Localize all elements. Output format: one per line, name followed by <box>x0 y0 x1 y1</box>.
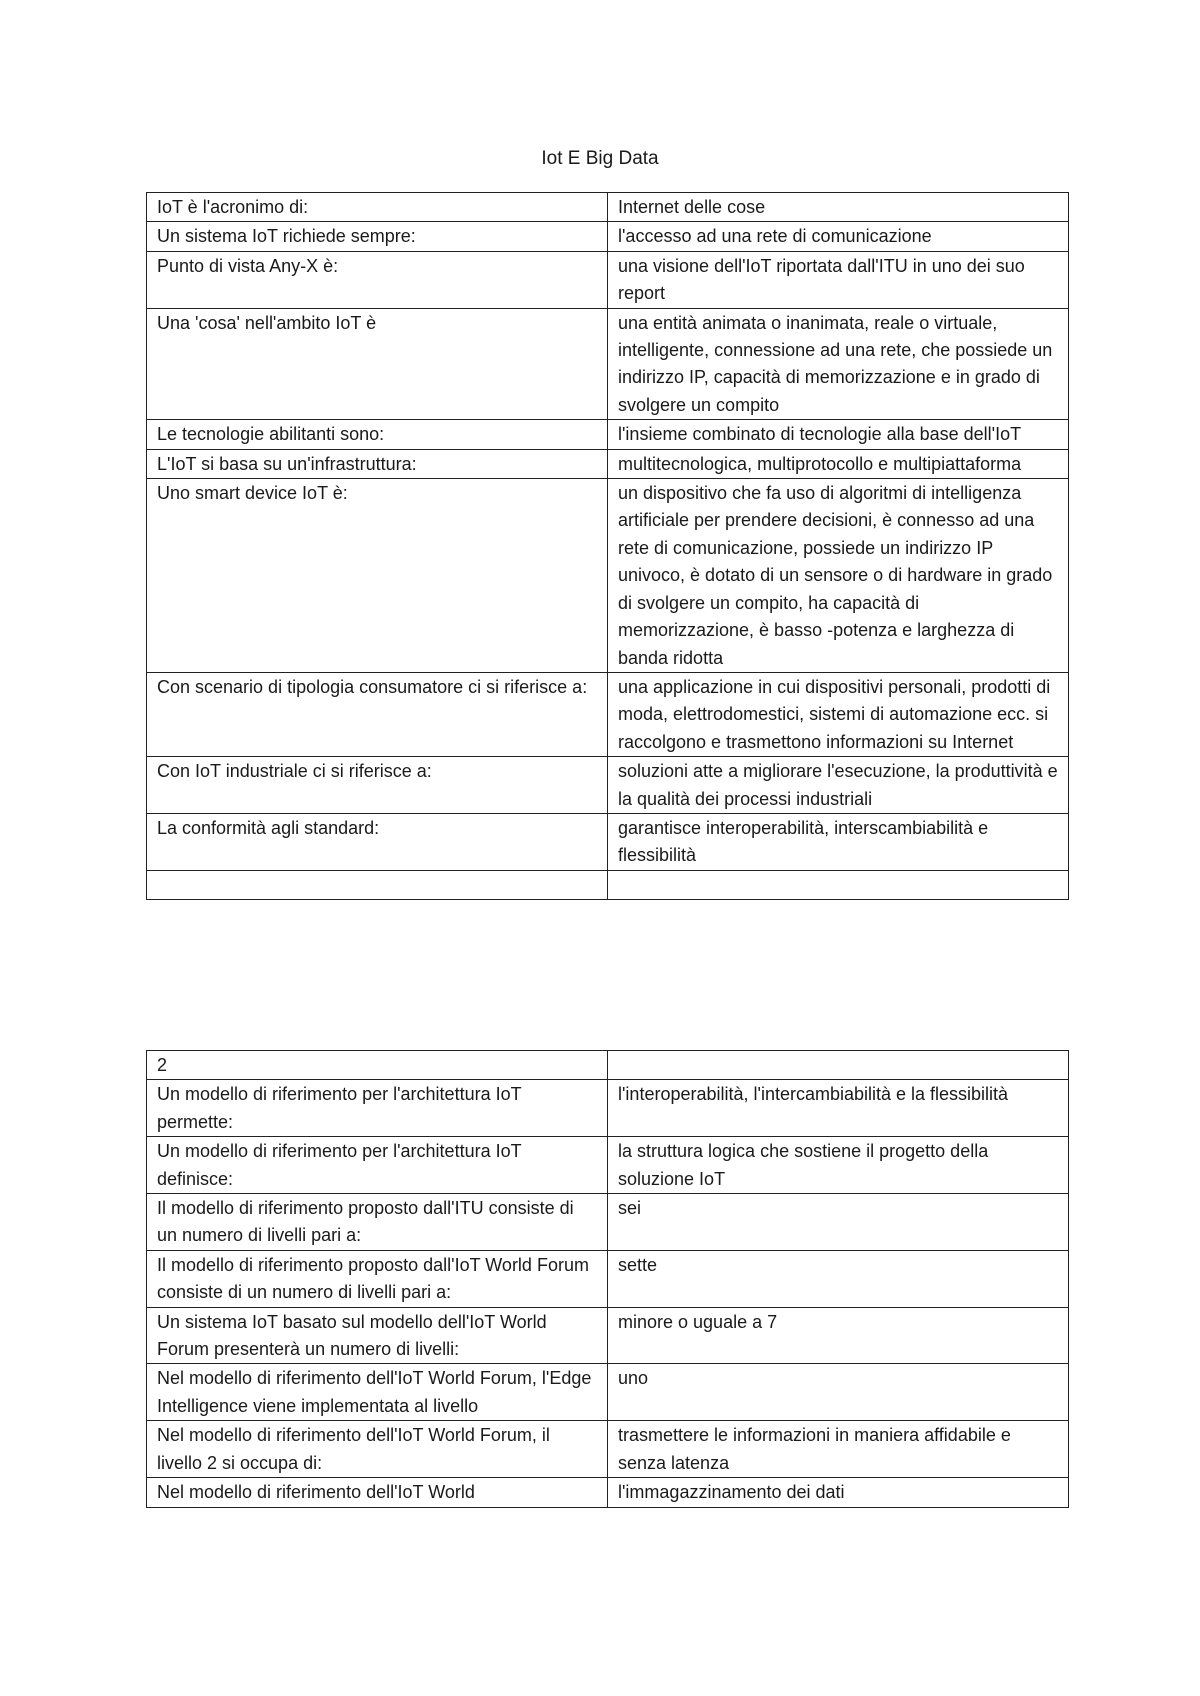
answer-cell: multitecnologica, multiprotocollo e multipiattaforma <box>608 449 1069 478</box>
table-header-row <box>147 1051 1069 1080</box>
question-cell: IoT è l'acronimo di: <box>147 193 608 222</box>
table-row <box>147 672 1069 756</box>
table-row <box>147 1307 1069 1364</box>
answer-cell: sei <box>608 1194 1069 1251</box>
question-cell: La conformità agli standard: <box>147 813 608 870</box>
question-cell: Il modello di riferimento proposto dall'IoT World Forum consiste di un numero di livelli pari a: <box>147 1250 608 1307</box>
answer-cell: sette <box>608 1250 1069 1307</box>
table-row <box>147 1080 1069 1137</box>
answer-cell: una visione dell'IoT riportata dall'ITU in uno dei suo report <box>608 251 1069 308</box>
question-cell: Le tecnologie abilitanti sono: <box>147 420 608 449</box>
question-cell: Un modello di riferimento per l'architettura IoT permette: <box>147 1080 608 1137</box>
answer-cell: una entità animata o inanimata, reale o virtuale, intelligente, connessione ad una rete, che possiede un indirizzo IP, capacità di memorizzazione e in grado di svolgere un compito <box>608 308 1069 420</box>
table-row <box>147 449 1069 478</box>
answer-cell: una applicazione in cui dispositivi personali, prodotti di moda, elettrodomestici, sistemi di automazione ecc. si raccolgono e trasmettono informazioni su Internet <box>608 672 1069 756</box>
question-cell: Nel modello di riferimento dell'IoT World Forum, l'Edge Intelligence viene implementata al livello <box>147 1364 608 1421</box>
answer-cell: uno <box>608 1364 1069 1421</box>
qa-table-1 <box>146 192 1069 900</box>
question-cell: Con scenario di tipologia consumatore ci si riferisce a: <box>147 672 608 756</box>
table-row <box>147 308 1069 420</box>
table-row <box>147 222 1069 251</box>
table-row <box>147 1478 1069 1507</box>
empty-cell <box>608 1051 1069 1080</box>
table-row <box>147 1194 1069 1251</box>
question-cell: Nel modello di riferimento dell'IoT World <box>147 1478 608 1507</box>
table-row <box>147 251 1069 308</box>
question-cell: Un sistema IoT richiede sempre: <box>147 222 608 251</box>
empty-table-row <box>147 870 1069 899</box>
answer-cell: un dispositivo che fa uso di algoritmi di intelligenza artificiale per prendere decisioni, è connesso ad una rete di comunicazione, possiede un indirizzo IP univoco, è dotato di un sensore o di hardware in grado di svolgere un compito, ha capacità di memorizzazione, è basso -potenza e larghezza di banda ridotta <box>608 479 1069 673</box>
question-cell: Un sistema IoT basato sul modello dell'IoT World Forum presenterà un numero di livelli: <box>147 1307 608 1364</box>
document-title: Iot E Big Data <box>541 148 659 169</box>
answer-cell: l'accesso ad una rete di comunicazione <box>608 222 1069 251</box>
table-row <box>147 1421 1069 1478</box>
answer-cell: trasmettere le informazioni in maniera affidabile e senza latenza <box>608 1421 1069 1478</box>
question-cell: Un modello di riferimento per l'architettura IoT definisce: <box>147 1137 608 1194</box>
qa-table-2 <box>146 1050 1069 1508</box>
table-row <box>147 420 1069 449</box>
table-row <box>147 479 1069 673</box>
question-cell: Il modello di riferimento proposto dall'ITU consiste di un numero di livelli pari a: <box>147 1194 608 1251</box>
answer-cell: Internet delle cose <box>608 193 1069 222</box>
question-cell: Uno smart device IoT è: <box>147 479 608 673</box>
answer-cell: la struttura logica che sostiene il progetto della soluzione IoT <box>608 1137 1069 1194</box>
answer-cell: l'immagazzinamento dei dati <box>608 1478 1069 1507</box>
question-cell: Punto di vista Any-X è: <box>147 251 608 308</box>
question-cell: Una 'cosa' nell'ambito IoT è <box>147 308 608 420</box>
empty-cell <box>608 870 1069 899</box>
section-number-cell: 2 <box>147 1051 608 1080</box>
table-row <box>147 1364 1069 1421</box>
answer-cell: garantisce interoperabilità, interscambiabilità e flessibilità <box>608 813 1069 870</box>
answer-cell: minore o uguale a 7 <box>608 1307 1069 1364</box>
table-row <box>147 1250 1069 1307</box>
answer-cell: soluzioni atte a migliorare l'esecuzione, la produttività e la qualità dei processi industriali <box>608 757 1069 814</box>
table-row <box>147 813 1069 870</box>
table-row <box>147 1137 1069 1194</box>
table-row <box>147 193 1069 222</box>
answer-cell: l'insieme combinato di tecnologie alla base dell'IoT <box>608 420 1069 449</box>
empty-cell <box>147 870 608 899</box>
answer-cell: l'interoperabilità, l'intercambiabilità e la flessibilità <box>608 1080 1069 1137</box>
question-cell: Con IoT industriale ci si riferisce a: <box>147 757 608 814</box>
question-cell: Nel modello di riferimento dell'IoT World Forum, il livello 2 si occupa di: <box>147 1421 608 1478</box>
table-row <box>147 757 1069 814</box>
question-cell: L'IoT si basa su un'infrastruttura: <box>147 449 608 478</box>
